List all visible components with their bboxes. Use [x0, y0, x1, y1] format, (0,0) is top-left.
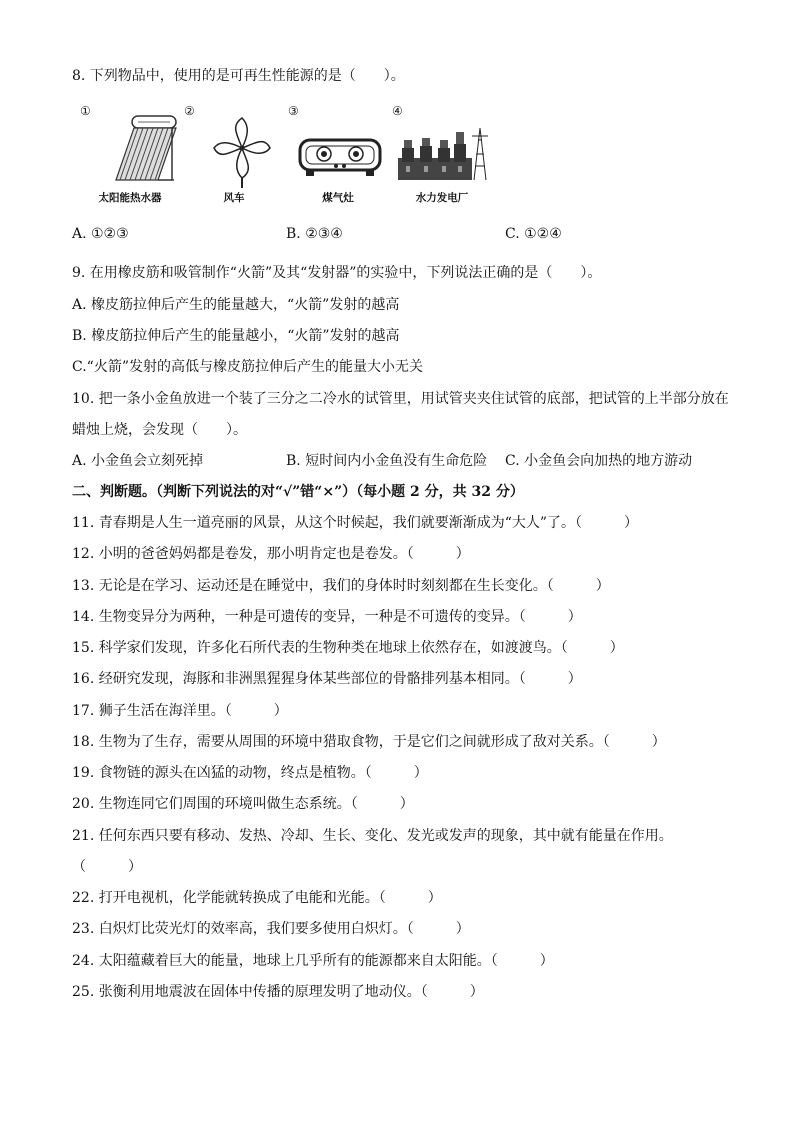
judgment-item: 15. 科学家们发现，许多化石所代表的生物种类在地球上依然存在，如渡渡鸟。（ ）: [72, 640, 624, 656]
question-10-option-c: C. 小金鱼会向加热的地方游动: [505, 453, 693, 469]
image-gas-stove: [288, 104, 388, 208]
image-number: ③: [288, 104, 299, 118]
section-2-heading: 二、判断题。（判断下列说法的对“√”错“×”）（每小题 2 分，共 32 分）: [72, 484, 524, 500]
image-hydropower-plant: [392, 104, 492, 208]
judgment-item: 19. 食物链的源头在凶猛的动物，终点是植物。（ ）: [72, 765, 428, 781]
image-caption: 太阳能热水器: [98, 192, 162, 204]
judgment-item: 16. 经研究发现，海豚和非洲黑猩猩身体某些部位的骨骼排列基本相同。（ ）: [72, 671, 582, 687]
question-9-stem: 9. 在用橡皮筋和吸管制作“火箭”及其“发射器”的实验中，下列说法正确的是（ ）。: [72, 265, 602, 281]
gas-stove-icon: [296, 134, 384, 182]
judgment-item: 17. 狮子生活在海洋里。（ ）: [72, 703, 288, 719]
judgment-item: 11. 青春期是人生一道亮丽的风景，从这个时候起，我们就要渐渐成为“大人”了。（ ）: [72, 515, 639, 531]
question-10-stem-line1: 10. 把一条小金鱼放进一个装了三分之二冷水的试管里，用试管夹夹住试管的底部，把试管的上半部分放在: [72, 391, 729, 407]
image-pinwheel: [184, 104, 284, 208]
judgment-item: 24. 太阳蕴藏着巨大的能量，地球上几乎所有的能源都来自太阳能。（ ）: [72, 953, 554, 969]
solar-water-heater-icon: [94, 114, 180, 184]
image-caption: 风车: [223, 192, 245, 204]
question-8-option-b: B. ②③④: [286, 226, 343, 242]
judgment-item: 12. 小明的爸爸妈妈都是卷发，那小明肯定也是卷发。（ ）: [72, 546, 470, 562]
judgment-item: 23. 白炽灯比荧光灯的效率高，我们要多使用白炽灯。（ ）: [72, 921, 470, 937]
question-9-option-c: C.“火箭”发射的高低与橡皮筋拉伸后产生的能量大小无关: [72, 359, 423, 375]
judgment-item: 22. 打开电视机，化学能就转换成了电能和光能。（ ）: [72, 890, 442, 906]
judgment-item: 18. 生物为了生存，需要从周围的环境中猎取食物，于是它们之间就形成了敌对关系。（ ）: [72, 734, 666, 750]
hydropower-plant-icon: [396, 126, 488, 186]
judgment-item: 25. 张衡利用地震波在固体中传播的原理发明了地动仪。（ ）: [72, 984, 484, 1000]
image-number: ④: [392, 104, 403, 118]
judgment-item: 20. 生物连同它们周围的环境叫做生态系统。（ ）: [72, 796, 414, 812]
question-8-option-a: A. ①②③: [72, 226, 129, 242]
image-caption: 煤气灶: [322, 192, 354, 204]
judgment-item-continuation: （ ）: [72, 859, 142, 875]
image-caption: 水力发电厂: [415, 192, 469, 204]
pinwheel-icon: [212, 114, 272, 188]
judgment-item: 14. 生物变异分为两种，一种是可遗传的变异，一种是不可遗传的变异。（ ）: [72, 609, 582, 625]
image-number: ①: [80, 104, 91, 118]
question-9-option-a: A. 橡皮筋拉伸后产生的能量越大，“火箭”发射的越高: [72, 297, 400, 313]
question-10-option-a: A. 小金鱼会立刻死掉: [72, 453, 204, 469]
question-8-images: [80, 104, 500, 208]
image-solar-water-heater: [80, 104, 180, 208]
question-10-option-b: B. 短时间内小金鱼没有生命危险: [286, 453, 488, 469]
question-10-stem-line2: 蜡烛上烧，会发现（ ）。: [72, 422, 247, 438]
question-8-stem: 8. 下列物品中，使用的是可再生性能源的是（ ）。: [72, 68, 405, 84]
judgment-item: 13. 无论是在学习、运动还是在睡觉中，我们的身体时时刻刻都在生长变化。（ ）: [72, 578, 610, 594]
image-number: ②: [184, 104, 195, 118]
question-9-option-b: B. 橡皮筋拉伸后产生的能量越小，“火箭”发射的越高: [72, 328, 400, 344]
question-8-option-c: C. ①②④: [505, 226, 562, 242]
judgment-item: 21. 任何东西只要有移动、发热、冷却、生长、变化、发光或发声的现象，其中就有能量在作用。: [72, 828, 673, 844]
